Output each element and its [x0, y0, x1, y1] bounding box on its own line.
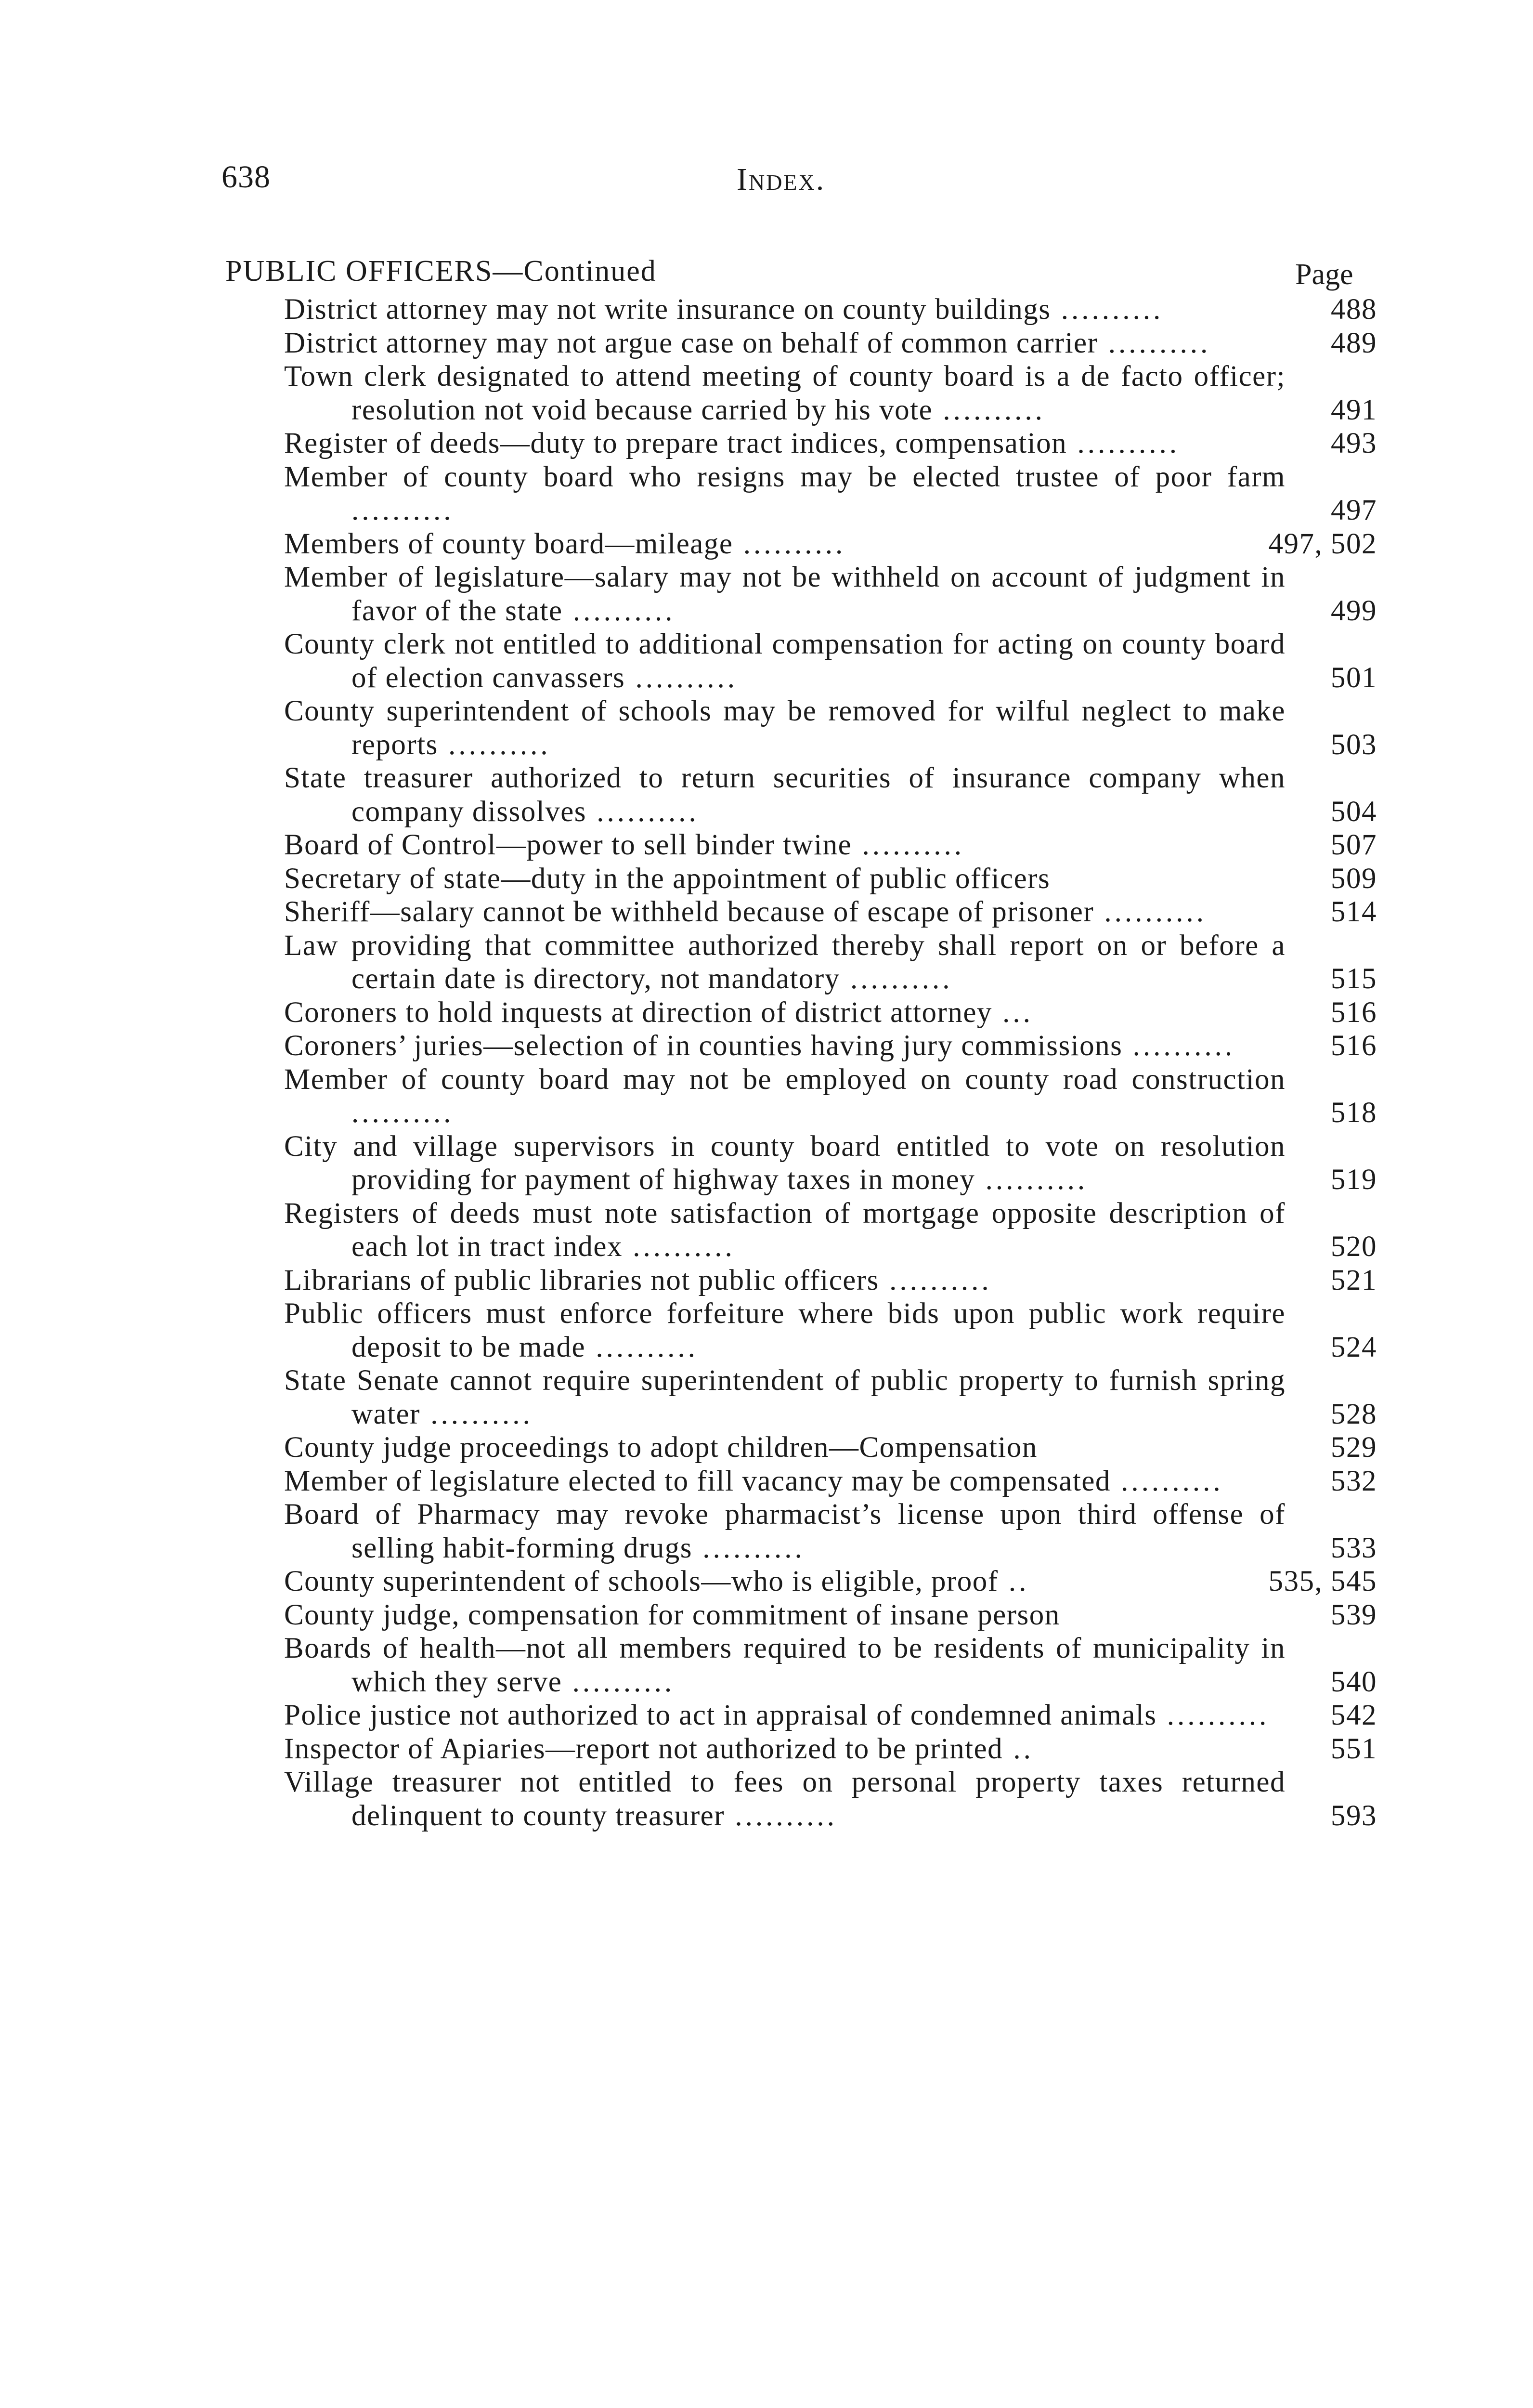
index-entry [284, 1465, 1377, 1498]
entry-page: 507 [1331, 829, 1377, 861]
leader-dots: .......... [933, 393, 1045, 426]
index-entry [284, 895, 1377, 929]
entry-text: Sheriff—salary cannot be withheld because of escape of prisoner [284, 896, 1094, 928]
entry-page: 516 [1331, 996, 1377, 1029]
leader-dots: .......... [1156, 1699, 1270, 1731]
leader-dots: .......... [879, 1264, 992, 1296]
index-entry [284, 360, 1377, 427]
leader-dots: .......... [692, 1531, 805, 1564]
index-entry [284, 1431, 1377, 1465]
leader-dots: .......... [438, 728, 551, 761]
index-entry [284, 1766, 1377, 1832]
entry-text: Member of county board who resigns may be elected trustee of poor farm [284, 460, 1286, 493]
index-entry [284, 427, 1377, 460]
entry-text: Coroners to hold inquests at direction of district attorney [284, 996, 992, 1029]
entry-page: 501 [1331, 661, 1377, 694]
entry-text: County superintendent of schools may be removed for wilful neglect to make reports [284, 695, 1286, 761]
leader-dots: .......... [625, 661, 738, 694]
entry-page: 533 [1331, 1531, 1377, 1564]
entry-page: 519 [1331, 1164, 1377, 1196]
index-entry [284, 862, 1377, 896]
entry-page: 488 [1331, 293, 1377, 326]
entry-page: 514 [1331, 896, 1377, 928]
entry-text: State Senate cannot require superintendent of public property to furnish spring water [284, 1364, 1286, 1430]
leader-dots: .......... [351, 1097, 454, 1129]
leader-dots: .......... [1098, 327, 1211, 359]
entry-text: City and village supervisors in county board entitled to vote on resolution providing for payment of highway taxes in money [284, 1130, 1286, 1196]
index-entry [284, 293, 1377, 327]
entry-text: County superintendent of schools—who is eligible, proof [284, 1565, 999, 1597]
entry-text: Village treasurer not entitled to fees on personal property taxes returned delinquent to county treasurer [284, 1766, 1286, 1832]
entry-text: Boards of health—not all members required to be residents of municipality in which they serve [284, 1632, 1286, 1698]
entry-page: 524 [1331, 1331, 1377, 1363]
page-number: 638 [221, 159, 271, 195]
index-entry [284, 1732, 1377, 1766]
index-entry [284, 1565, 1377, 1598]
leader-dots: .......... [586, 795, 699, 828]
entry-text: Inspector of Apiaries—report not authorized to be printed [284, 1732, 1003, 1765]
entry-text: District attorney may not argue case on behalf of common carrier [284, 327, 1098, 359]
entry-text: Register of deeds—duty to prepare tract indices, compensation [284, 427, 1067, 459]
entry-text: Board of Control—power to sell binder twine [284, 829, 852, 861]
entry-page: 516 [1331, 1030, 1377, 1062]
entry-text: Board of Pharmacy may revoke pharmacist’s license upon third offense of selling habit-forming drugs [284, 1498, 1286, 1564]
entry-page: 503 [1331, 728, 1377, 761]
index-entry [284, 1699, 1377, 1732]
entry-page: 497, 502 [1268, 527, 1377, 560]
leader-dots: .. [1003, 1732, 1034, 1765]
entry-text: Registers of deeds must note satisfaction of mortgage opposite description of each lot in tract index [284, 1197, 1286, 1263]
index-entry [284, 1130, 1377, 1197]
entry-text: Librarians of public libraries not public officers [284, 1264, 879, 1296]
leader-dots: .......... [1067, 427, 1180, 459]
leader-dots: .......... [622, 1230, 735, 1263]
index-entry [284, 828, 1377, 862]
entry-text: Coroners’ juries—selection of in counties having jury commissions [284, 1030, 1123, 1062]
entry-page: 532 [1331, 1465, 1377, 1497]
page-column-label: Page [1295, 258, 1353, 291]
entry-page: 515 [1331, 963, 1377, 995]
index-entry [284, 527, 1377, 561]
index-entry [284, 929, 1377, 996]
leader-dots: .......... [562, 594, 676, 627]
index-entry [284, 1264, 1377, 1297]
entry-text: County clerk not entitled to additional compensation for acting on county board of election canvassers [284, 628, 1286, 694]
index-entry [284, 996, 1377, 1030]
leader-dots: .......... [351, 494, 454, 526]
leader-dots: .......... [1110, 1465, 1223, 1497]
entry-page: 539 [1331, 1598, 1377, 1631]
leader-dots: .......... [585, 1331, 698, 1363]
entry-page: 504 [1331, 795, 1377, 828]
index-entry [284, 1063, 1377, 1130]
index-entry [284, 1498, 1377, 1565]
index-entry [284, 460, 1377, 527]
leader-dots: .......... [840, 963, 953, 995]
leader-dots: .. [998, 1565, 1029, 1597]
index-entry [284, 694, 1377, 761]
entry-page: 551 [1331, 1732, 1377, 1765]
leader-dots: .......... [420, 1398, 533, 1430]
index-entry [284, 1632, 1377, 1699]
index-entry [284, 1197, 1377, 1264]
entry-page: 489 [1331, 327, 1377, 359]
entry-text: County judge, compensation for commitment of insane person [284, 1598, 1060, 1631]
entry-text: Secretary of state—duty in the appointment of public officers [284, 862, 1051, 895]
entry-text: Town clerk designated to attend meeting of county board is a de facto officer; resolution not void because carried by his vote [284, 360, 1286, 426]
leader-dots: .......... [852, 829, 964, 861]
entry-text: Member of legislature—salary may not be withheld on account of judgment in favor of the state [284, 561, 1286, 627]
entry-page: 497 [1331, 494, 1377, 526]
leader-dots: .......... [1051, 293, 1164, 326]
entry-page: 518 [1331, 1097, 1377, 1129]
entry-text: Member of county board may not be employed on county road construction [284, 1063, 1286, 1096]
entry-page: 593 [1331, 1799, 1377, 1832]
leader-dots: .......... [733, 527, 846, 560]
entry-page: 529 [1331, 1431, 1377, 1464]
index-entry-list [284, 293, 1377, 1832]
running-title: Index. [737, 162, 826, 197]
leader-dots: ... [992, 996, 1033, 1029]
index-entry [284, 628, 1377, 694]
entry-page: 520 [1331, 1230, 1377, 1263]
entry-page: 499 [1331, 594, 1377, 627]
leader-dots: .......... [1122, 1030, 1235, 1062]
entry-text: Police justice not authorized to act in appraisal of condemned animals [284, 1699, 1157, 1731]
leader-dots: .......... [1094, 896, 1207, 928]
index-entry [284, 561, 1377, 628]
index-entry [284, 1297, 1377, 1364]
entry-page: 528 [1331, 1398, 1377, 1430]
index-entry [284, 1029, 1377, 1063]
index-entry [284, 1598, 1377, 1632]
entry-text: State treasurer authorized to return securities of insurance company when company dissolves [284, 762, 1286, 828]
entry-text: District attorney may not write insurance on county buildings [284, 293, 1051, 326]
leader-dots: .......... [725, 1799, 837, 1832]
entry-text: County judge proceedings to adopt children—Compensation [284, 1431, 1038, 1464]
entry-page: 535, 545 [1268, 1565, 1377, 1597]
entry-page: 491 [1331, 393, 1377, 426]
entry-text: Member of legislature elected to fill vacancy may be compensated [284, 1465, 1111, 1497]
entry-page: 509 [1331, 862, 1377, 895]
entry-text: Members of county board—mileage [284, 527, 733, 560]
entry-text: Law providing that committee authorized thereby shall report on or before a certain date is directory, not mandatory [284, 929, 1286, 995]
index-entry [284, 327, 1377, 360]
index-entry [284, 761, 1377, 828]
entry-page: 493 [1331, 427, 1377, 459]
leader-dots: .......... [975, 1164, 1088, 1196]
entry-page: 521 [1331, 1264, 1377, 1296]
leader-dots: .......... [562, 1665, 675, 1698]
section-heading: PUBLIC OFFICERS—Continued [225, 255, 657, 288]
index-entry [284, 1364, 1377, 1431]
entry-text: Public officers must enforce forfeiture where bids upon public work require deposit to be made [284, 1297, 1286, 1363]
entry-page: 540 [1331, 1665, 1377, 1698]
entry-page: 542 [1331, 1699, 1377, 1731]
